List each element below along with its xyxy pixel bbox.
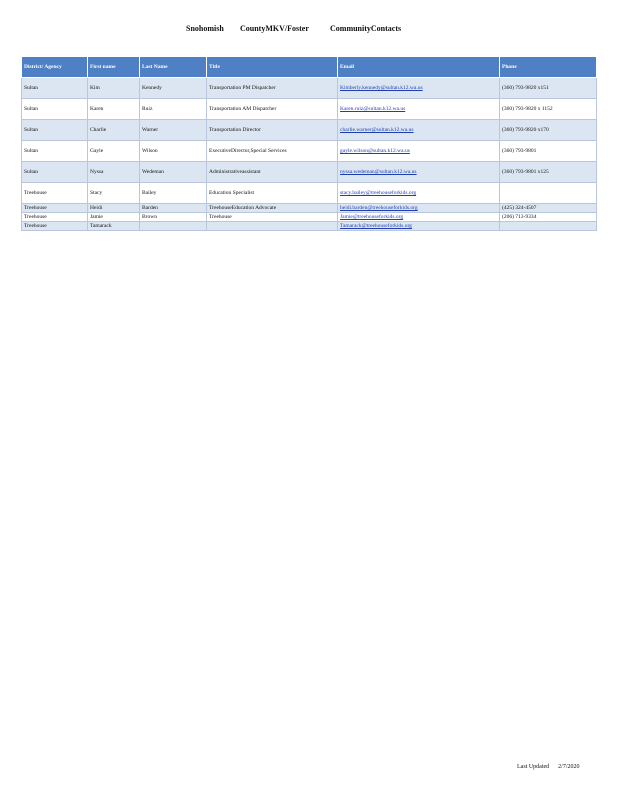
cell-first-name: Charlie: [88, 120, 140, 141]
column-header-title: Title: [207, 57, 338, 78]
email-link[interactable]: stacy.bailey@treehouseforkids.org: [338, 183, 500, 204]
cell-district: Treehouse: [22, 213, 88, 222]
cell-last-name: Bailey: [140, 183, 207, 204]
cell-phone: (425) 324-4507: [500, 204, 597, 213]
cell-title: Transportation PM Dispatcher: [207, 78, 338, 99]
cell-title: Education Specialist: [207, 183, 338, 204]
table-header-row: [22, 57, 597, 78]
cell-title: Transportation AM Dispatcher: [207, 99, 338, 120]
cell-last-name: [140, 222, 207, 231]
last-updated-label: Last Updated: [517, 764, 550, 770]
cell-last-name: Brown: [140, 213, 207, 222]
cell-last-name: Wedeman: [140, 162, 207, 183]
cell-district: Sultan: [22, 120, 88, 141]
cell-title: Treehouse: [207, 213, 338, 222]
email-link[interactable]: Jamie@treehouseforkids.org: [338, 213, 500, 222]
column-header-phone: Phone: [500, 57, 597, 78]
cell-phone: (360) 793-9820 x170: [500, 120, 597, 141]
cell-title: Transportation Director: [207, 120, 338, 141]
table-row: [22, 183, 597, 204]
cell-district: Sultan: [22, 99, 88, 120]
column-header-last-name: Last Name: [140, 57, 207, 78]
email-link[interactable]: gayle.wilson@sultan.k12.wa.us: [338, 141, 500, 162]
cell-title: TreehouseEducation Advocate: [207, 204, 338, 213]
cell-district: Treehouse: [22, 204, 88, 213]
cell-last-name: Kennedy: [140, 78, 207, 99]
email-link[interactable]: Karen.ruiz@sultan.k12.wa.us: [338, 99, 500, 120]
last-updated: [517, 764, 580, 770]
cell-phone: (360) 793-9801 x125: [500, 162, 597, 183]
title-contacts: CommunityContacts: [330, 24, 402, 33]
cell-phone: [500, 183, 597, 204]
cell-last-name: Warner: [140, 120, 207, 141]
cell-title: Administrativeassistant: [207, 162, 338, 183]
table-row: [22, 141, 597, 162]
cell-district: Sultan: [22, 78, 88, 99]
cell-district: Treehouse: [22, 222, 88, 231]
cell-phone: (360) 793-9820 x151: [500, 78, 597, 99]
cell-title: ExecutiveDirector,Special Services: [207, 141, 338, 162]
cell-phone: (360) 793-9820 x 1152: [500, 99, 597, 120]
cell-first-name: Gayle: [88, 141, 140, 162]
cell-first-name: Stacy: [88, 183, 140, 204]
email-link[interactable]: Kimberly.kennedy@sultan.k12.wa.us: [338, 78, 500, 99]
cell-phone: [500, 222, 597, 231]
title-county: Snohomish: [186, 24, 224, 33]
column-header-email: Email: [338, 57, 500, 78]
cell-first-name: Heidi: [88, 204, 140, 213]
column-header-district: District/ Agency: [22, 57, 88, 78]
cell-first-name: Karen: [88, 99, 140, 120]
cell-first-name: Tamarack: [88, 222, 140, 231]
contacts-table: [21, 56, 597, 231]
email-link[interactable]: Tamarack@treehouseforkids.org: [338, 222, 500, 231]
table-row: [22, 162, 597, 183]
email-link[interactable]: charlie.warner@sultan.k12.wa.us: [338, 120, 500, 141]
cell-first-name: Jamie: [88, 213, 140, 222]
cell-title: [207, 222, 338, 231]
cell-district: Sultan: [22, 141, 88, 162]
table-row: [22, 120, 597, 141]
cell-phone: (360) 793-9801: [500, 141, 597, 162]
table-row: [22, 99, 597, 120]
email-link[interactable]: nyssa.wedeman@sultan.k12.wa.us: [338, 162, 500, 183]
column-header-first-name: First name: [88, 57, 140, 78]
cell-last-name: Wilson: [140, 141, 207, 162]
cell-district: Sultan: [22, 162, 88, 183]
title-program: CountyMKV/Foster: [240, 24, 309, 33]
cell-district: Treehouse: [22, 183, 88, 204]
cell-last-name: Ruiz: [140, 99, 207, 120]
table-row: [22, 204, 597, 213]
email-link[interactable]: heidi.barden@treehouseforkids.org: [338, 204, 500, 213]
cell-first-name: Nyssa: [88, 162, 140, 183]
cell-first-name: Kim: [88, 78, 140, 99]
last-updated-date: 2/7/2020: [558, 764, 580, 770]
table-row: [22, 222, 597, 231]
cell-last-name: Barden: [140, 204, 207, 213]
table-row: [22, 213, 597, 222]
table-row: [22, 78, 597, 99]
cell-phone: (206) 713-9334: [500, 213, 597, 222]
